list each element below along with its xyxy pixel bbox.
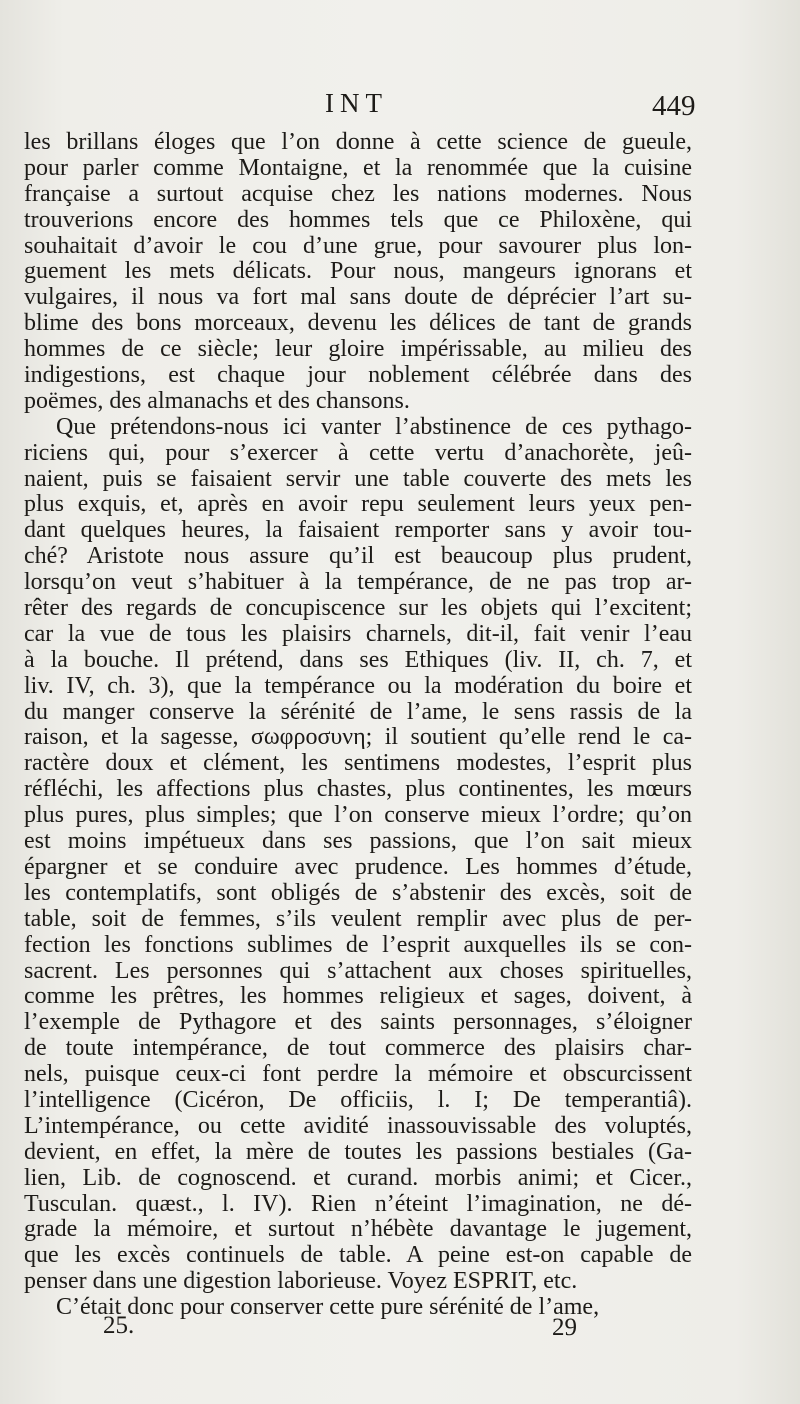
text-line: dant quelques heures, la faisaient remporter sans y avoir tou- [24, 517, 692, 544]
text-line: Tusculan. quæst., l. IV). Rien n’éteint l’imagination, ne dé- [24, 1190, 692, 1217]
text-line: naient, puis se faisaient servir une table couverte des mets les [24, 465, 692, 492]
text-line: poëmes, des almanachs et des chansons. [24, 387, 410, 414]
text-line: devient, en effet, la mère de toutes les passions bestiales (Ga- [24, 1138, 692, 1165]
text-line: indigestions, est chaque jour noblement célébrée dans des [24, 362, 692, 389]
text-line: liv. IV, ch. 3), que la tempérance ou la modération du boire et [24, 672, 692, 699]
text-line: riciens qui, pour s’exercer à cette vertu d’anachorète, jeû- [24, 439, 692, 466]
text-line: grade la mémoire, et surtout n’hébète davantage le jugement, [24, 1216, 692, 1243]
text-line: L’intempérance, ou cette avidité inassouvissable des voluptés, [24, 1112, 692, 1139]
text-line: nels, puisque ceux-ci font perdre la mémoire et obscurcissent [24, 1061, 692, 1088]
text-line: à la bouche. Il prétend, dans ses Ethiques (liv. II, ch. 7, et [24, 646, 692, 673]
text-line: l’exemple de Pythagore et des saints personnages, s’éloigner [24, 1009, 692, 1036]
text-line: plus exquis, et, après en avoir repu seulement leurs yeux pen- [24, 491, 692, 518]
text-line: réfléchi, les affections plus chastes, plus continentes, les mœurs [24, 776, 692, 803]
signature-number: 29 [552, 1314, 577, 1341]
text-line: souhaitait d’avoir le cou d’une grue, pour savourer plus lon- [24, 232, 692, 259]
text-line: les contemplatifs, sont obligés de s’abstenir des excès, soit de [24, 879, 692, 906]
running-head: INT [325, 88, 388, 118]
text-line: trouverions encore des hommes tels que ce Philoxène, qui [24, 206, 692, 233]
text-line: du manger conserve la sérénité de l’ame, le sens rassis de la [24, 698, 692, 725]
text-line: blime des bons morceaux, devenu les délices de tant de grands [24, 310, 692, 337]
body-text [24, 130, 692, 1321]
page-number: 449 [652, 90, 696, 122]
text-line: l’intelligence (Cicéron, De officiis, l. I; De temperantiâ). [24, 1086, 692, 1113]
text-line: de toute intempérance, de tout commerce des plaisirs char- [24, 1035, 692, 1062]
text-line: que les excès continuels de table. A peine est-on capable de [24, 1242, 692, 1269]
text-line: les brillans éloges que l’on donne à cette science de gueule, [24, 129, 692, 155]
page-header [0, 88, 800, 128]
page-footer [0, 1312, 800, 1352]
paragraph [24, 415, 692, 1295]
signature-mark: 25. [103, 1312, 135, 1339]
text-line: est moins impétueux dans ses passions, que l’on sait mieux [24, 828, 692, 855]
text-line: table, soit de femmes, s’ils veulent remplir avec plus de per- [24, 905, 692, 932]
text-line: épargner et se conduire avec prudence. Les hommes d’étude, [24, 853, 692, 880]
text-line: penser dans une digestion laborieuse. Voyez ESPRIT, etc. [24, 1268, 578, 1295]
text-line: lorsqu’on veut s’habituer à la tempérance, de ne pas trop ar- [24, 569, 692, 596]
text-line: ché? Aristote nous assure qu’il est beaucoup plus prudent, [24, 543, 692, 570]
text-line: car la vue de tous les plaisirs charnels, dit-il, fait venir l’eau [24, 620, 692, 647]
text-line: raison, et la sagesse, σωφροσυνη; il soutient qu’elle rend le ca- [24, 724, 692, 751]
text-line: plus pures, plus simples; que l’on conserve mieux l’ordre; qu’on [24, 802, 692, 829]
text-line: Que prétendons-nous ici vanter l’abstinence de ces pythago- [56, 413, 692, 440]
text-line: fection les fonctions sublimes de l’esprit auxquelles ils se con- [24, 931, 692, 958]
text-line: hommes de ce siècle; leur gloire impérissable, au milieu des [24, 336, 692, 363]
text-line: C’était donc pour conserver cette pure sérénité de l’ame, [56, 1294, 600, 1321]
paragraph [24, 130, 692, 415]
text-line: comme les prêtres, les hommes religieux et sages, doivent, à [24, 983, 692, 1010]
text-line: lien, Lib. de cognoscend. et curand. morbis animi; et Cicer., [24, 1164, 692, 1191]
text-line: vulgaires, il nous va fort mal sans doute de déprécier l’art su- [24, 284, 692, 311]
text-line: ractère doux et clément, les sentimens modestes, l’esprit plus [24, 750, 692, 777]
text-line: pour parler comme Montaigne, et la renommée que la cuisine [24, 154, 692, 181]
text-line: sacrent. Les personnes qui s’attachent aux choses spirituelles, [24, 957, 692, 984]
text-line: française a surtout acquise chez les nations modernes. Nous [24, 180, 692, 207]
text-line: guement les mets délicats. Pour nous, mangeurs ignorans et [24, 258, 692, 285]
text-line: rêter des regards de concupiscence sur les objets qui l’excitent; [24, 595, 692, 622]
